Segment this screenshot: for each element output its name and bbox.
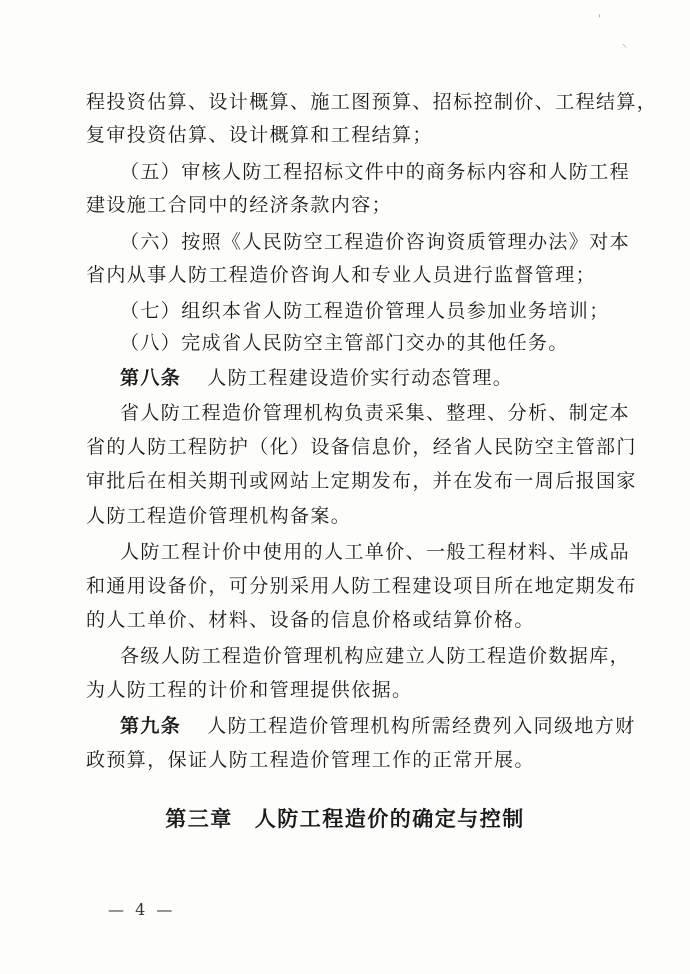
body-line: 和通用设备价，可分别采用人防工程建设项目所在地定期发布: [86, 575, 637, 597]
list-item-7: （七）组织本省人防工程造价管理人员参加业务培训；: [120, 300, 610, 322]
body-line: 的人工单价、材料、设备的信息价格或结算价格。: [86, 609, 535, 631]
scan-mark: ': [598, 14, 601, 25]
body-line: 省人防工程造价管理机构负责采集、整理、分析、制定本: [120, 402, 631, 424]
body-line: 建设施工合同中的经济条款内容；: [86, 194, 393, 216]
body-line: 政预算，保证人防工程造价管理工作的正常开展。: [86, 749, 535, 771]
article-9-label: 第九条: [120, 715, 182, 737]
body-line: 程投资估算、设计概算、施工图预算、招标控制价、工程结算，: [86, 91, 658, 113]
article-8: [120, 366, 513, 390]
body-line: 人防工程计价中使用的人工单价、一般工程材料、半成品: [120, 541, 631, 563]
article-8-text: 人防工程建设造价实行动态管理。: [207, 367, 514, 389]
chapter-number: 第三章: [165, 807, 233, 831]
body-line: 省的人防工程防护（化）设备信息价，经省人民防空主管部门: [86, 436, 637, 458]
list-item-8: （八）完成省人民防空主管部门交办的其他任务。: [120, 332, 569, 354]
list-item-5: （五）审核人防工程招标文件中的商务标内容和人防工程: [120, 161, 631, 183]
article-8-label: 第八条: [120, 367, 182, 389]
body-line: 为人防工程的计价和管理提供依据。: [86, 679, 413, 701]
article-9: [120, 714, 636, 738]
page-number: — 4 —: [108, 900, 176, 919]
list-item-6: （六）按照《人民防空工程造价咨询资质管理办法》对本: [120, 231, 631, 253]
chapter-heading: [0, 803, 690, 833]
chapter-title: 人防工程造价的确定与控制: [254, 807, 525, 831]
article-9-text: 人防工程造价管理机构所需经费列入同级地方财: [207, 715, 636, 737]
body-line: 复审投资估算、设计概算和工程结算；: [86, 124, 433, 146]
body-line: 各级人防工程造价管理机构应建立人防工程造价数据库，: [120, 645, 631, 667]
body-line: 人防工程造价管理机构备案。: [86, 505, 352, 527]
scan-mark: ⸌: [622, 43, 627, 54]
body-line: 审批后在相关期刊或网站上定期发布，并在发布一周后报国家: [86, 470, 637, 492]
body-line: 省内从事人防工程造价咨询人和专业人员进行监督管理；: [86, 264, 597, 286]
